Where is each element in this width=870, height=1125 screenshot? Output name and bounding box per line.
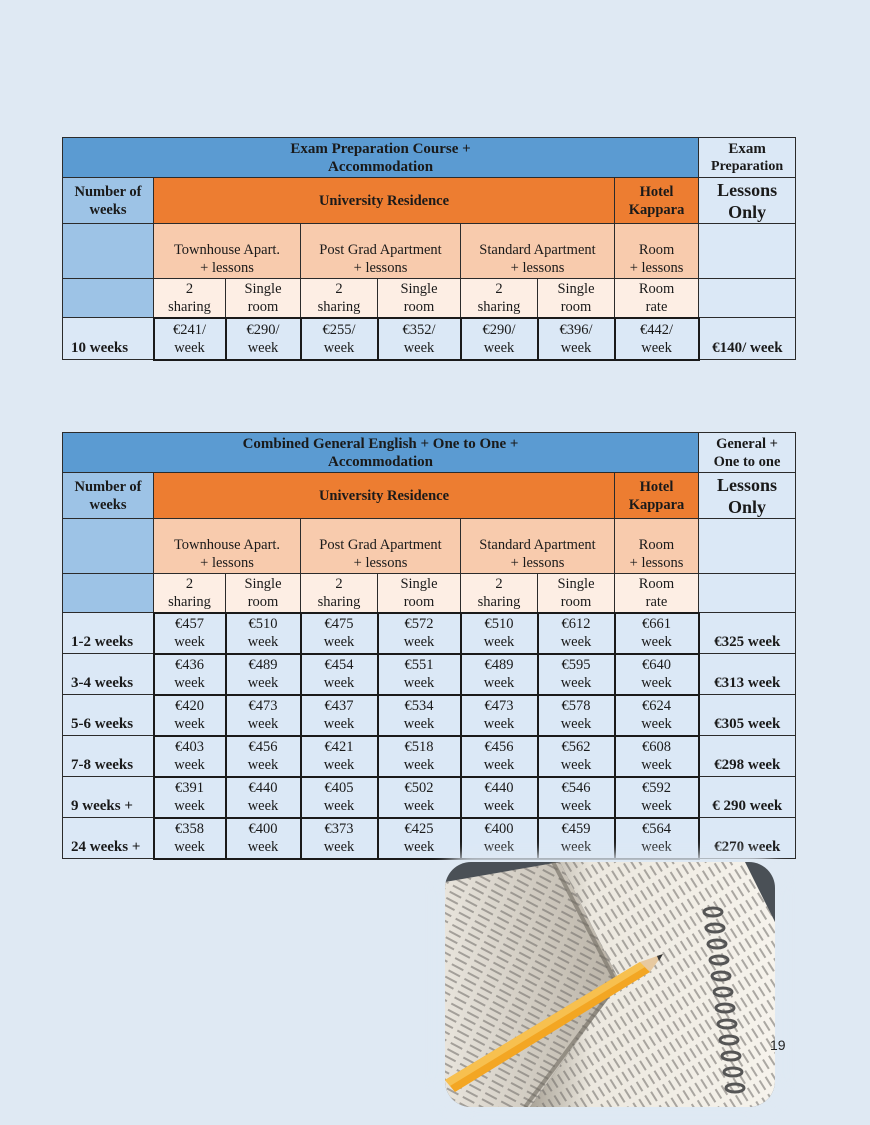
price-cell: €592 week <box>615 777 699 818</box>
page-number: 19 <box>770 1037 786 1053</box>
empty-cell <box>699 574 796 613</box>
lessons-price: €313 week <box>699 654 796 695</box>
price-cell: €564 week <box>615 818 699 859</box>
empty-cell <box>699 224 796 279</box>
right-column-heading: Exam Preparation <box>699 138 796 178</box>
room-type: Single room <box>538 574 615 613</box>
price-cell: €489 week <box>461 654 538 695</box>
table-row <box>63 777 796 818</box>
price-cell: €489 week <box>226 654 301 695</box>
price-cell: €403 week <box>154 736 226 777</box>
table-row <box>63 695 796 736</box>
number-of-weeks-heading: Number of weeks <box>63 178 154 224</box>
apartment-type: Post Grad Apartment + lessons <box>301 519 461 574</box>
price-cell: €510 week <box>226 613 301 654</box>
price-cell: €400 week <box>226 818 301 859</box>
lessons-price: €305 week <box>699 695 796 736</box>
price-cell: €534 week <box>378 695 461 736</box>
price-cell: €624 week <box>615 695 699 736</box>
price-cell: €546 week <box>538 777 615 818</box>
general-english-price-table <box>62 432 796 860</box>
lessons-price: €140/ week <box>699 318 796 360</box>
price-cell: €442/ week <box>615 318 699 360</box>
room-type: Single room <box>226 574 301 613</box>
room-type: 2 sharing <box>154 574 226 613</box>
price-cell: €437 week <box>301 695 378 736</box>
table-row <box>63 654 796 695</box>
price-cell: €405 week <box>301 777 378 818</box>
price-cell: €421 week <box>301 736 378 777</box>
exam-preparation-price-table <box>62 137 796 361</box>
weeks-label: 24 weeks + <box>63 818 154 859</box>
room-type: 2 sharing <box>301 574 378 613</box>
university-residence-heading: University Residence <box>154 473 615 519</box>
lessons-price: € 290 week <box>699 777 796 818</box>
lessons-price: €325 week <box>699 613 796 654</box>
price-cell: €510 week <box>461 613 538 654</box>
right-column-heading: General + One to one <box>699 433 796 473</box>
empty-cell <box>699 279 796 318</box>
price-cell: €436 week <box>154 654 226 695</box>
table-row <box>63 613 796 654</box>
room-type: 2 sharing <box>154 279 226 318</box>
empty-cell <box>63 574 154 613</box>
price-cell: €612 week <box>538 613 615 654</box>
university-residence-heading: University Residence <box>154 178 615 224</box>
price-cell: €420 week <box>154 695 226 736</box>
price-cell: €241/ week <box>154 318 226 360</box>
apartment-type: Room + lessons <box>615 224 699 279</box>
room-type: 2 sharing <box>301 279 378 318</box>
room-type: Single room <box>378 574 461 613</box>
hotel-heading: Hotel Kappara <box>615 178 699 224</box>
apartment-type: Townhouse Apart. + lessons <box>154 519 301 574</box>
room-type: Single room <box>538 279 615 318</box>
price-cell: €572 week <box>378 613 461 654</box>
price-cell: €456 week <box>226 736 301 777</box>
price-cell: €608 week <box>615 736 699 777</box>
price-cell: €290/ week <box>461 318 538 360</box>
weeks-label: 5-6 weeks <box>63 695 154 736</box>
table-title: Combined General English + One to One + Accommodation <box>63 433 699 473</box>
price-cell: €595 week <box>538 654 615 695</box>
price-cell: €440 week <box>226 777 301 818</box>
price-cell: €518 week <box>378 736 461 777</box>
room-type: 2 sharing <box>461 574 538 613</box>
price-cell: €400 week <box>461 818 538 859</box>
weeks-label: 9 weeks + <box>63 777 154 818</box>
weeks-label: 7-8 weeks <box>63 736 154 777</box>
weeks-label: 10 weeks <box>63 318 154 360</box>
price-cell: €551 week <box>378 654 461 695</box>
price-cell: €396/ week <box>538 318 615 360</box>
price-cell: €661 week <box>615 613 699 654</box>
price-cell: €502 week <box>378 777 461 818</box>
price-cell: €578 week <box>538 695 615 736</box>
price-cell: €373 week <box>301 818 378 859</box>
apartment-type: Post Grad Apartment + lessons <box>301 224 461 279</box>
price-cell: €454 week <box>301 654 378 695</box>
price-cell: €456 week <box>461 736 538 777</box>
price-cell: €440 week <box>461 777 538 818</box>
room-type: 2 sharing <box>461 279 538 318</box>
price-cell: €358 week <box>154 818 226 859</box>
empty-cell <box>699 519 796 574</box>
table-title: Exam Preparation Course + Accommodation <box>63 138 699 178</box>
empty-cell <box>63 224 154 279</box>
price-cell: €457 week <box>154 613 226 654</box>
apartment-type: Room + lessons <box>615 519 699 574</box>
price-cell: €475 week <box>301 613 378 654</box>
apartment-type: Standard Apartment + lessons <box>461 224 615 279</box>
room-type: Room rate <box>615 279 699 318</box>
table-row <box>63 818 796 859</box>
lessons-price: €298 week <box>699 736 796 777</box>
lessons-only-heading: Lessons Only <box>699 178 796 224</box>
price-cell: €473 week <box>461 695 538 736</box>
weeks-label: 1-2 weeks <box>63 613 154 654</box>
empty-cell <box>63 279 154 318</box>
price-cell: €459 week <box>538 818 615 859</box>
room-type: Room rate <box>615 574 699 613</box>
price-cell: €473 week <box>226 695 301 736</box>
price-cell: €290/ week <box>226 318 301 360</box>
price-cell: €391 week <box>154 777 226 818</box>
price-cell: €425 week <box>378 818 461 859</box>
price-cell: €640 week <box>615 654 699 695</box>
price-cell: €562 week <box>538 736 615 777</box>
empty-cell <box>63 519 154 574</box>
room-type: Single room <box>378 279 461 318</box>
apartment-type: Standard Apartment + lessons <box>461 519 615 574</box>
lessons-only-heading: Lessons Only <box>699 473 796 519</box>
hotel-heading: Hotel Kappara <box>615 473 699 519</box>
price-cell: €255/ week <box>301 318 378 360</box>
table-row <box>63 318 796 360</box>
number-of-weeks-heading: Number of weeks <box>63 473 154 519</box>
apartment-type: Townhouse Apart. + lessons <box>154 224 301 279</box>
weeks-label: 3-4 weeks <box>63 654 154 695</box>
lessons-price: €270 week <box>699 818 796 859</box>
price-cell: €352/ week <box>378 318 461 360</box>
room-type: Single room <box>226 279 301 318</box>
book-pencil-illustration <box>445 862 775 1107</box>
table-row <box>63 736 796 777</box>
dictionary-pencil-photo <box>445 862 775 1107</box>
